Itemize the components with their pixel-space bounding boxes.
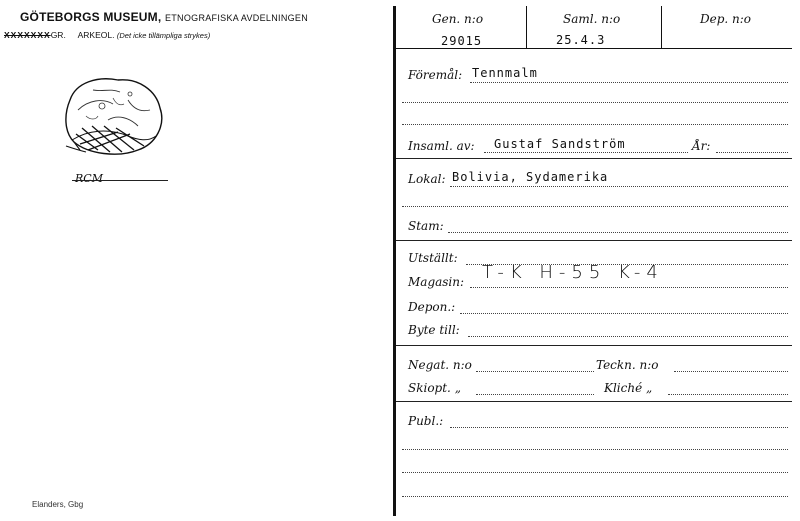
field-dotted-line (716, 152, 788, 153)
field-dotted-line (460, 313, 788, 314)
skiopt-label: Skiopt. „ (408, 381, 461, 395)
section-rule (396, 240, 792, 241)
strike-note: (Det icke tillämpliga strykes) (116, 31, 211, 40)
field-dotted-line (402, 472, 788, 473)
gen-number-label: Gen. n:o (432, 12, 484, 26)
utstallt-label: Utställt: (408, 251, 458, 265)
field-dotted-line (468, 336, 788, 337)
signature-line (72, 180, 168, 181)
magasin-handwritten-value: T-K H-55 K-4 (482, 262, 664, 283)
depon-label: Depon.: (408, 300, 456, 314)
lokal-label: Lokal: (408, 172, 446, 186)
printer-credit: Elanders, Gbg (32, 500, 84, 509)
publ-label: Publ.: (408, 414, 444, 428)
field-dotted-line (674, 371, 788, 372)
field-dotted-line (470, 82, 788, 83)
header-divider (661, 6, 662, 48)
section-rule (396, 401, 792, 402)
struck-text: XXXXXXX (4, 30, 51, 40)
field-dotted-line (476, 371, 594, 372)
field-dotted-line (668, 394, 788, 395)
header-divider (526, 6, 527, 48)
sketch-signature: RCM (75, 172, 103, 185)
magasin-label: Magasin: (408, 275, 465, 289)
museum-name: GÖTEBORGS MUSEUM, (20, 10, 162, 24)
byte-till-label: Byte till: (408, 323, 460, 337)
kliche-label: Kliché „ (604, 381, 653, 395)
ar-label: År: (692, 139, 711, 153)
department-name: ETNOGRAFISKA AVDELNINGEN (164, 13, 309, 23)
foremal-label: Föremål: (408, 68, 463, 82)
field-dotted-line (402, 102, 788, 103)
field-dotted-line (450, 186, 788, 187)
teckn-label: Teckn. n:o (596, 358, 659, 372)
museum-letterhead (20, 10, 308, 24)
gr-text: GR. (50, 30, 66, 40)
card-left-border (393, 6, 396, 516)
header-bottom-rule (396, 48, 792, 49)
section-rule (396, 158, 792, 159)
field-dotted-line (402, 124, 788, 125)
field-dotted-line (450, 427, 788, 428)
stam-label: Stam: (408, 219, 444, 233)
ore-sketch-drawing (58, 70, 168, 160)
negat-label: Negat. n:o (408, 358, 472, 372)
insaml-label: Insaml. av: (408, 139, 475, 153)
section-rule (396, 345, 792, 346)
arkeol-text: ARKEOL. (77, 30, 115, 40)
field-dotted-line (448, 232, 788, 233)
foremal-value: Tennmalm (472, 66, 538, 80)
field-dotted-line (402, 449, 788, 450)
saml-number-value: 25.4.3 (556, 33, 606, 47)
dep-number-label: Dep. n:o (700, 12, 752, 26)
field-dotted-line (476, 394, 594, 395)
saml-number-label: Saml. n:o (563, 12, 621, 26)
insaml-value: Gustaf Sandström (494, 137, 626, 151)
gen-number-value: 29015 (441, 34, 483, 48)
field-dotted-line (402, 206, 788, 207)
field-dotted-line (402, 496, 788, 497)
lokal-value: Bolivia, Sydamerika (452, 170, 609, 184)
field-dotted-line (470, 287, 788, 288)
department-line (4, 30, 210, 40)
field-dotted-line (484, 152, 688, 153)
